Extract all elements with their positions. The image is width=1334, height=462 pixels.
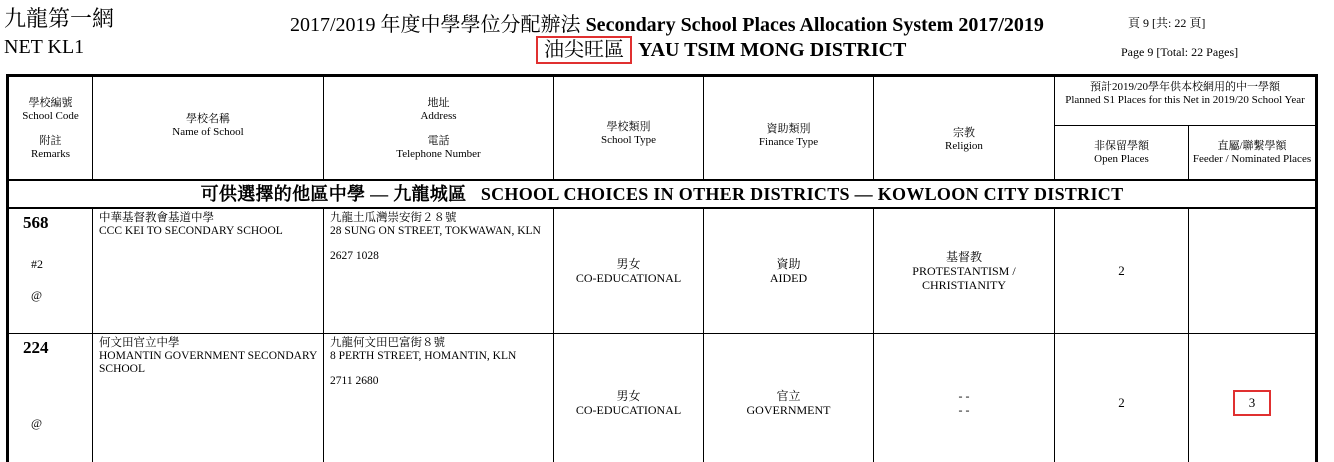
- school-name-zh: 何文田官立中學: [99, 337, 180, 349]
- school-type-zh: 男女: [616, 256, 641, 271]
- header-finance: [704, 76, 874, 180]
- school-code: 568: [23, 212, 49, 232]
- open-places-value: 2: [1118, 262, 1125, 278]
- table-header-row: [8, 76, 1317, 126]
- religion-en: PROTESTANTISM / CHRISTIANITY: [912, 263, 1016, 292]
- open-places-value: 2: [1118, 395, 1125, 410]
- religion-zh: 基督教: [945, 249, 982, 264]
- header-type-en: School Type: [601, 134, 656, 146]
- section-header-zh: 可供選擇的他區中學 — 九龍城區: [200, 183, 467, 204]
- table-row: [8, 208, 1317, 334]
- header-name-zh: 學校名稱: [186, 113, 230, 125]
- header-code-en: School Code: [22, 110, 79, 122]
- school-name-en: CCC KEI TO SECONDARY SCHOOL: [99, 224, 283, 237]
- district-name-en: YAU TSIM MONG DISTRICT: [638, 38, 907, 61]
- header-planned: [1055, 76, 1317, 126]
- school-address-en: 28 SUNG ON STREET, TOKWAWAN, KLN: [330, 224, 541, 237]
- header-type: [554, 76, 704, 180]
- religion-cell: [874, 334, 1055, 462]
- religion-en: - -: [958, 403, 970, 417]
- school-telephone: 2627 1028: [330, 249, 379, 262]
- header-code: [8, 76, 93, 180]
- school-name-en: HOMANTIN GOVERNMENT SECONDARY SCHOOL: [99, 350, 317, 375]
- school-address-en: 8 PERTH STREET, HOMANTIN, KLN: [330, 350, 517, 362]
- section-header-en: SCHOOL CHOICES IN OTHER DISTRICTS — KOWLOON CITY DISTRICT: [480, 183, 1124, 204]
- school-address-cell: [324, 208, 554, 334]
- religion-zh: - -: [958, 389, 970, 403]
- header-open-zh: 非保留學額: [1094, 140, 1149, 152]
- header-planned-en: Planned S1 Places for this Net in 2019/20 School Year: [1065, 94, 1305, 106]
- school-address-zh: 九龍何文田巴富街８號: [330, 337, 445, 349]
- school-remark: #2: [31, 256, 43, 271]
- feeder-places-value: 3: [1233, 390, 1271, 416]
- school-code: 224: [23, 338, 49, 357]
- header-address: [324, 76, 554, 180]
- finance-type-zh: 資助: [776, 256, 801, 271]
- school-code-cell: [8, 208, 93, 334]
- header-planned-zh: 預計2019/20學年供本校網用的中一學額: [1089, 81, 1281, 93]
- header-religion-zh: 宗教: [953, 127, 975, 139]
- open-places-cell: [1055, 208, 1189, 334]
- network-name-zh: 九龍第一網: [4, 6, 115, 31]
- finance-type-cell: [704, 334, 874, 462]
- school-type-cell: [554, 208, 704, 334]
- header-name-en: Name of School: [172, 126, 244, 138]
- header-religion-en: Religion: [945, 140, 983, 152]
- school-name-cell: [93, 334, 324, 462]
- school-code-cell: [8, 334, 93, 462]
- finance-type-cell: [704, 208, 874, 334]
- school-type-en: CO-EDUCATIONAL: [575, 403, 682, 417]
- header-address-zh: 地址: [427, 97, 450, 109]
- page-title-en: Secondary School Places Allocation System 2017/2019: [585, 14, 1044, 36]
- district-name-zh: 油尖旺區: [536, 36, 632, 64]
- religion-cell: [874, 208, 1055, 334]
- header-remarks-en: Remarks: [30, 148, 71, 160]
- school-remark: @: [31, 287, 43, 302]
- header-religion: [874, 76, 1055, 180]
- school-address-cell: [324, 334, 554, 462]
- page-number-zh: 頁 9 [共: 22 頁]: [1128, 16, 1206, 30]
- finance-type-en: AIDED: [769, 270, 808, 285]
- section-header: [8, 180, 1317, 208]
- header-feeder: [1189, 126, 1317, 180]
- header-address-en: Address: [420, 110, 457, 122]
- header-finance-zh: 資助類別: [766, 123, 811, 135]
- school-name-zh: 中華基督教會基道中學: [99, 211, 214, 224]
- school-type-cell: [554, 334, 704, 462]
- open-places-cell: [1055, 334, 1189, 462]
- header-feeder-zh: 直屬/聯繫學額: [1217, 140, 1287, 152]
- school-type-en: CO-EDUCATIONAL: [575, 270, 682, 285]
- school-remark: @: [31, 416, 43, 430]
- finance-type-en: GOVERNMENT: [746, 403, 831, 417]
- header-name: [93, 76, 324, 180]
- feeder-places-cell: [1189, 208, 1317, 334]
- network-name-en: NET KL1: [4, 36, 85, 58]
- district-heading: [536, 36, 906, 64]
- page-title: [290, 8, 1044, 37]
- header-tel-zh: 電話: [427, 135, 450, 147]
- header-code-zh: 學校編號: [28, 97, 73, 109]
- school-table: [6, 74, 1318, 462]
- table-row: [8, 334, 1317, 462]
- network-label: [4, 6, 114, 60]
- page-number-en: Page 9 [Total: 22 Pages]: [1121, 45, 1239, 59]
- school-type-zh: 男女: [616, 389, 641, 403]
- header-type-zh: 學校類別: [606, 121, 651, 133]
- school-telephone: 2711 2680: [330, 375, 379, 387]
- header-open-en: Open Places: [1094, 153, 1149, 165]
- header-tel-en: Telephone Number: [396, 148, 481, 160]
- feeder-places-cell: [1189, 334, 1317, 462]
- header-feeder-en: Feeder / Nominated Places: [1192, 153, 1312, 165]
- finance-type-zh: 官立: [776, 389, 801, 403]
- header-remarks-zh: 附註: [39, 135, 62, 147]
- page-title-zh: 2017/2019 年度中學學位分配辦法: [290, 14, 581, 36]
- school-name-cell: [93, 208, 324, 334]
- header-finance-en: Finance Type: [758, 136, 819, 148]
- school-address-zh: 九龍土瓜灣崇安街２８號: [330, 211, 457, 224]
- header-open: [1055, 126, 1189, 180]
- section-header-row: [8, 180, 1317, 208]
